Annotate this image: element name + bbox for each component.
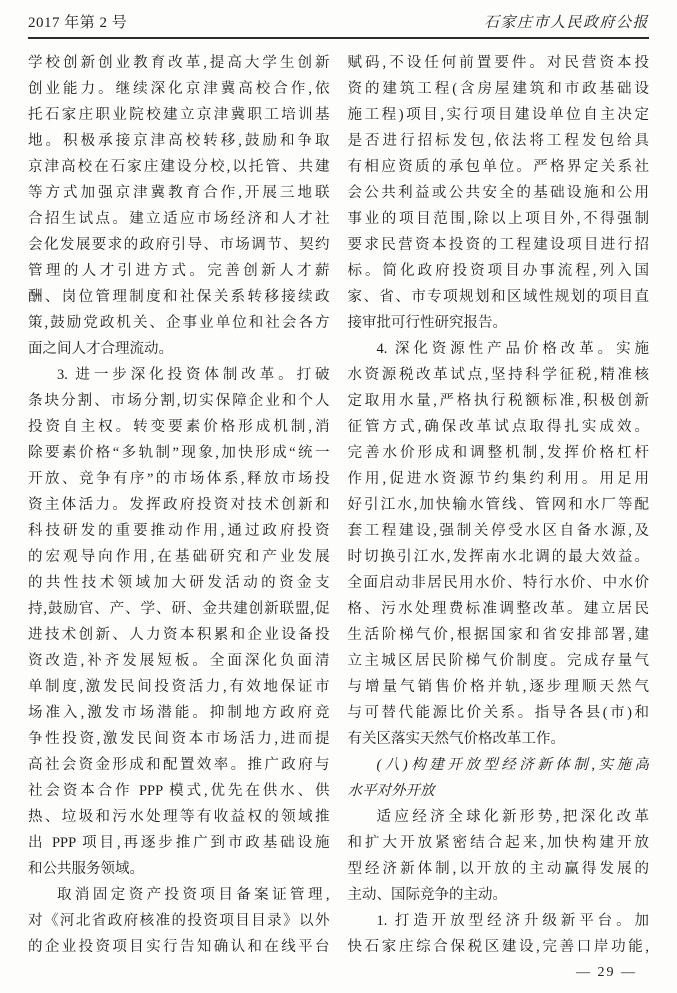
text-line: 科技研发的重要推动作用,通过政府投资	[28, 523, 330, 539]
text-line: 的共性技术领域加大研发活动的资金支	[28, 575, 330, 591]
text-line: 资主体活力。发挥政府投资对技术创新和	[28, 497, 330, 513]
text-line: 1. 打造开放型经济升级新平台。加	[376, 913, 649, 929]
text-line: 会公共利益或公共安全的基础设施和公用	[347, 185, 649, 201]
text-line: 除要素价格“多轨制”现象,加快形成“统一	[28, 445, 330, 461]
header-rule	[28, 37, 649, 39]
text-line: 有相应资质的承包单位。严格界定关系社	[347, 159, 649, 175]
text-line: 单制度,激发民间投资活力,有效地保证市	[28, 679, 330, 695]
text-line: 要求民营资本投资的工程建设项目进行招	[347, 237, 649, 253]
text-line: 生活阶梯气价,根据国家和省安排部署,建	[347, 627, 649, 643]
text-line: 快石家庄综合保税区建设,完善口岸功能,	[347, 939, 649, 955]
text-line: 出 PPP 项目,再逐步推广到市政基础设施	[28, 835, 330, 851]
issue-number: 2017 年第 2 号	[28, 15, 128, 31]
text-line: 会化发展要求的政府引导、市场调节、契约	[28, 237, 330, 253]
text-line: 适应经济全球化新形势,把深化改革	[376, 809, 649, 825]
text-line: 赋码,不设任何前置要件。对民营资本投	[347, 55, 649, 71]
text-line: 条块分割、市场分割,切实保障企业和个人	[28, 393, 330, 409]
text-line: 水平对外开放	[347, 783, 435, 799]
text-line: 好引江水,加快输水管线、管网和水厂等配	[347, 497, 649, 513]
text-line: 争性投资,激发民间资本市场活力,进而提	[28, 731, 330, 747]
body-columns	[28, 50, 649, 960]
text-line: (八)构建开放型经济新体制,实施高	[376, 757, 649, 773]
text-line: 学校创新创业教育改革,提高大学生创新	[28, 55, 330, 71]
text-line: 热、垃圾和污水处理等有收益权的领域推	[28, 809, 330, 825]
text-line: 策,鼓励党政机关、企事业单位和社会各方	[28, 315, 330, 331]
text-line: 定取用水量,严格执行税额标准,积极创新	[347, 393, 649, 409]
text-line: 管理的人才引进方式。完善创新人才薪	[28, 263, 330, 279]
text-line: 与可替代能源比价关系。指导各县(市)和	[347, 705, 649, 721]
text-line: 托石家庄职业院校建立京津冀职工培训基	[28, 107, 330, 123]
text-line: 和扩大开放紧密结合起来,加快构建开放	[347, 835, 649, 851]
text-line: 的宏观导向作用,在基础研究和产业发展	[28, 549, 330, 565]
text-line: 高社会资金形成和配置效率。推广政府与	[28, 757, 330, 773]
text-line: 和公共服务领域。	[28, 861, 144, 877]
text-line: 与增量气销售价格并轨,逐步理顺天然气	[347, 679, 649, 695]
text-line: 套工程建设,强制关停受水区自备水源,及	[347, 523, 649, 539]
text-line: 酬、岗位管理制度和社保关系转移接续政	[28, 289, 330, 305]
text-line: 立主城区居民阶梯气价制度。完成存量气	[347, 653, 649, 669]
text-line: 京津高校在石家庄建设分校,以托管、共建	[28, 159, 330, 175]
text-line: 资改造,补齐发展短板。全面深化负面清	[28, 653, 330, 669]
text-line: 水资源税改革试点,坚持科学征税,精准核	[347, 367, 649, 383]
page-footer	[576, 965, 637, 981]
text-line: 施工程)项目,实行项目建设单位自主决定	[347, 107, 649, 123]
text-line: 家、省、市专项规划和区域性规划的项目直	[347, 289, 649, 305]
text-line: 持,鼓励官、产、学、研、金共建创新联盟,促	[28, 601, 330, 617]
text-line: 3. 进一步深化投资体制改革。打破	[57, 367, 330, 383]
text-line: 创业能力。继续深化京津冀高校合作,依	[28, 81, 330, 97]
gazette-title: 石家庄市人民政府公报	[483, 15, 649, 31]
text-line: 作用,促进水资源节约集约利用。用足用	[347, 471, 649, 487]
text-line: 取消固定资产投资项目备案证管理,	[57, 887, 330, 903]
text-line: 资的建筑工程(含房屋建筑和市政基础设	[347, 81, 649, 97]
text-line: 时切换引江水,发挥南水北调的最大效益。	[347, 549, 649, 565]
text-line: 面之间人才合理流动。	[28, 341, 173, 357]
left-column	[28, 50, 330, 960]
text-line: 型经济新体制,以开放的主动赢得发展的	[347, 861, 649, 877]
text-line: 等方式加强京津冀教育合作,开展三地联	[28, 185, 330, 201]
text-line: 投资自主权。转变要素价格形成机制,消	[28, 419, 330, 435]
text-line: 全面启动非居民用水价、特行水价、中水价	[347, 575, 649, 591]
text-line: 社会资本合作 PPP 模式,优先在供水、供	[28, 783, 330, 799]
text-line: 征管方式,确保改革试点取得扎实成效。	[347, 419, 649, 435]
text-line: 合招生试点。建立适应市场经济和人才社	[28, 211, 330, 227]
text-line: 主动、国际竞争的主动。	[347, 887, 507, 903]
text-line: 场准入,激发市场潜能。抑制地方政府竞	[28, 705, 330, 721]
page-number: — 29 —	[576, 965, 637, 980]
text-line: 接审批可行性研究报告。	[347, 315, 507, 331]
text-line: 4. 深化资源性产品价格改革。实施	[376, 341, 649, 357]
text-line: 地。积极承接京津高校转移,鼓励和争取	[28, 133, 330, 149]
right-column	[348, 50, 650, 960]
text-line: 的企业投资项目实行告知确认和在线平台	[28, 939, 330, 955]
text-line: 对《河北省政府核准的投资项目目录》以外	[28, 913, 330, 929]
text-line: 格、污水处理费标准调整改革。建立居民	[347, 601, 649, 617]
text-line: 开放、竞争有序”的市场体系,释放市场投	[28, 471, 330, 487]
page-header	[28, 14, 649, 32]
text-line: 有关区落实天然气价格改革工作。	[347, 731, 565, 747]
text-line: 进技术创新、人力资本积累和企业设备投	[28, 627, 330, 643]
text-line: 标。简化政府投资项目办事流程,列入国	[347, 263, 649, 279]
text-line: 完善水价形成和调整机制,发挥价格杠杆	[347, 445, 649, 461]
text-line: 事业的项目范围,除以上项目外,不得强制	[347, 211, 649, 227]
text-line: 是否进行招标发包,依法将工程发包给具	[347, 133, 649, 149]
